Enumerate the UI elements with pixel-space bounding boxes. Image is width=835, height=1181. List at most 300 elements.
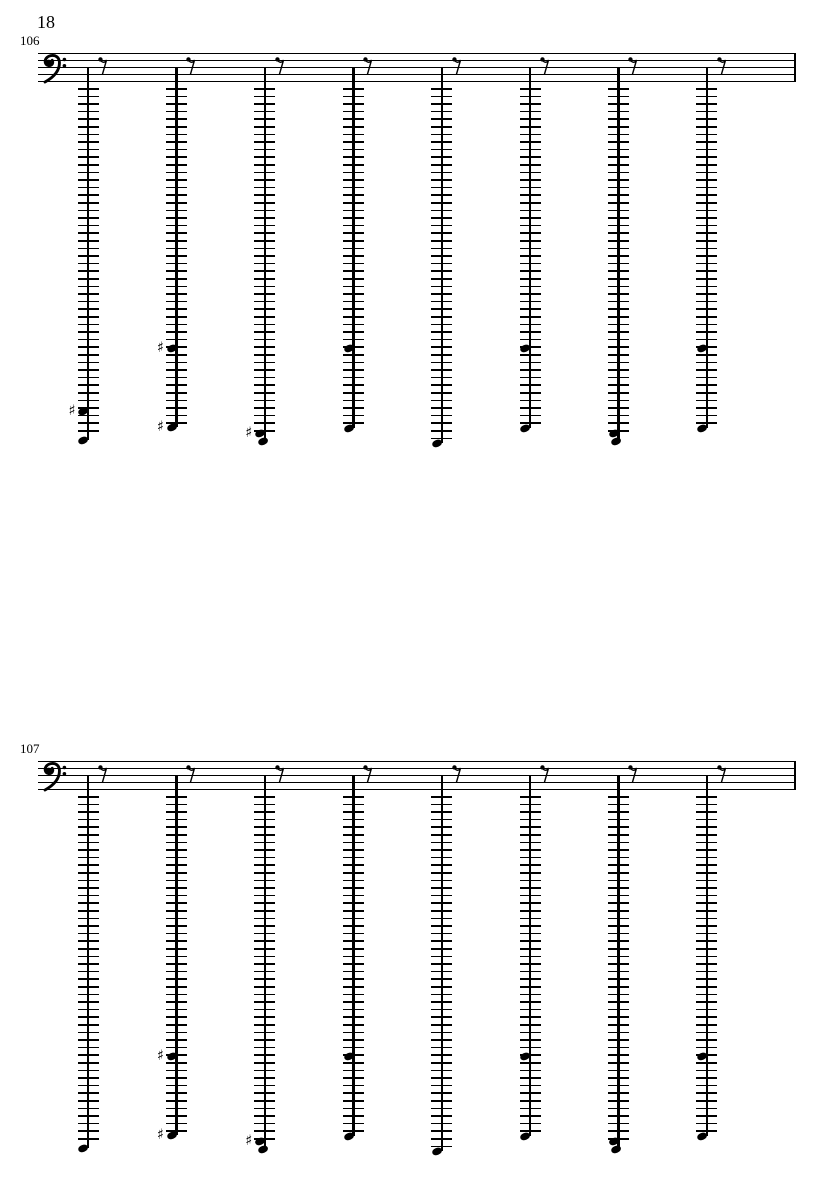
- ledger-line: [166, 1009, 187, 1011]
- ledger-line: [696, 377, 717, 379]
- ledger-line: [166, 308, 187, 310]
- ledger-line: [431, 172, 452, 174]
- ledger-line: [520, 1016, 541, 1018]
- eighth-rest-icon: [186, 763, 196, 784]
- sharp-accidental: ♯: [156, 1048, 164, 1064]
- ledger-line: [431, 1054, 452, 1056]
- ledger-line: [343, 134, 364, 136]
- ledger-line: [343, 1062, 364, 1064]
- ledger-line: [166, 407, 187, 409]
- ledger-line: [78, 88, 99, 90]
- eighth-rest-icon: [98, 55, 108, 76]
- ledger-line: [78, 986, 99, 988]
- ledger-line: [254, 963, 275, 965]
- ledger-line: [520, 422, 541, 424]
- ledger-line: [431, 872, 452, 874]
- note-head: [431, 1146, 442, 1156]
- ledger-line: [254, 1115, 275, 1117]
- ledger-line: [78, 1047, 99, 1049]
- ledger-line: [520, 1115, 541, 1117]
- ledger-line: [78, 217, 99, 219]
- ledger-line: [254, 1062, 275, 1064]
- ledger-line: [78, 1123, 99, 1125]
- ledger-line: [431, 339, 452, 341]
- ledger-line: [343, 179, 364, 181]
- ledger-line: [608, 384, 629, 386]
- ledger-line: [608, 925, 629, 927]
- ledger-line: [520, 278, 541, 280]
- ledger-line: [254, 1085, 275, 1087]
- ledger-line: [520, 126, 541, 128]
- ledger-line: [78, 362, 99, 364]
- ledger-line: [608, 986, 629, 988]
- ledger-line: [608, 308, 629, 310]
- ledger-line: [166, 986, 187, 988]
- ledger-line: [431, 971, 452, 973]
- ledger-line: [78, 811, 99, 813]
- ledger-line: [78, 141, 99, 143]
- ledger-line: [608, 895, 629, 897]
- sharp-accidental: ♯: [245, 425, 253, 441]
- ledger-line: [520, 804, 541, 806]
- ledger-line: [166, 1123, 187, 1125]
- ledger-line: [166, 887, 187, 889]
- ledger-line: [608, 819, 629, 821]
- ledger-line: [166, 849, 187, 851]
- ledger-line: [166, 819, 187, 821]
- ledger-line: [520, 384, 541, 386]
- ledger-line: [343, 415, 364, 417]
- ledger-line: [78, 1039, 99, 1041]
- ledger-line: [78, 933, 99, 935]
- ledger-line: [608, 826, 629, 828]
- ledger-line: [696, 1100, 717, 1102]
- ledger-line: [696, 864, 717, 866]
- ledger-line: [431, 804, 452, 806]
- ledger-line: [431, 422, 452, 424]
- ledger-line: [78, 248, 99, 250]
- ledger-line: [343, 293, 364, 295]
- ledger-line: [254, 118, 275, 120]
- ledger-line: [343, 933, 364, 935]
- ledger-line: [431, 316, 452, 318]
- ledger-line: [78, 324, 99, 326]
- ledger-line: [431, 187, 452, 189]
- ledger-line: [78, 819, 99, 821]
- ledger-line: [166, 232, 187, 234]
- ledger-line: [78, 1115, 99, 1117]
- ledger-line: [520, 811, 541, 813]
- ledger-line: [254, 225, 275, 227]
- ledger-line: [166, 278, 187, 280]
- ledger-line: [343, 872, 364, 874]
- ledger-line: [166, 918, 187, 920]
- ledger-line: [343, 880, 364, 882]
- barline: [794, 53, 796, 82]
- ledger-line: [254, 842, 275, 844]
- ledger-line: [78, 430, 99, 432]
- ledger-line: [520, 1024, 541, 1026]
- ledger-line: [696, 415, 717, 417]
- ledger-line: [166, 126, 187, 128]
- ledger-line: [608, 187, 629, 189]
- ledger-line: [166, 248, 187, 250]
- ledger-line: [431, 248, 452, 250]
- eighth-rest-icon: [628, 763, 638, 784]
- ledger-line: [78, 978, 99, 980]
- ledger-line: [608, 910, 629, 912]
- ledger-line: [166, 301, 187, 303]
- ledger-line: [431, 438, 452, 440]
- ledger-line: [343, 384, 364, 386]
- ledger-line: [78, 240, 99, 242]
- ledger-line: [343, 156, 364, 158]
- ledger-line: [520, 354, 541, 356]
- ledger-line: [431, 141, 452, 143]
- ledger-line: [78, 308, 99, 310]
- ledger-line: [166, 1077, 187, 1079]
- ledger-line: [254, 164, 275, 166]
- ledger-line: [608, 918, 629, 920]
- ledger-line: [166, 210, 187, 212]
- ledger-line: [608, 887, 629, 889]
- ledger-line: [431, 842, 452, 844]
- ledger-line: [696, 255, 717, 257]
- ledger-line: [520, 819, 541, 821]
- ledger-line: [696, 384, 717, 386]
- note-head: [257, 436, 268, 446]
- ledger-line: [608, 156, 629, 158]
- ledger-line: [431, 948, 452, 950]
- ledger-line: [696, 293, 717, 295]
- ledger-line: [696, 400, 717, 402]
- ledger-line: [343, 118, 364, 120]
- ledger-line: [696, 202, 717, 204]
- ledger-line: [431, 994, 452, 996]
- ledger-line: [254, 1092, 275, 1094]
- ledger-line: [343, 339, 364, 341]
- ledger-line: [343, 369, 364, 371]
- ledger-line: [343, 1001, 364, 1003]
- ledger-line: [254, 1009, 275, 1011]
- ledger-line: [343, 1039, 364, 1041]
- ledger-line: [166, 933, 187, 935]
- ledger-line: [166, 384, 187, 386]
- ledger-line: [254, 263, 275, 265]
- ledger-line: [608, 210, 629, 212]
- ledger-line: [696, 301, 717, 303]
- ledger-line: [608, 1092, 629, 1094]
- ledger-line: [343, 225, 364, 227]
- ledger-line: [78, 149, 99, 151]
- ledger-line: [343, 270, 364, 272]
- ledger-line: [696, 880, 717, 882]
- ledger-line: [696, 88, 717, 90]
- ledger-line: [166, 811, 187, 813]
- ledger-line: [696, 156, 717, 158]
- ledger-line: [608, 940, 629, 942]
- ledger-line: [608, 88, 629, 90]
- ledger-line: [431, 149, 452, 151]
- ledger-line: [166, 1070, 187, 1072]
- ledger-line: [166, 963, 187, 965]
- ledger-line: [520, 925, 541, 927]
- eighth-rest-icon: [628, 55, 638, 76]
- ledger-line: [343, 902, 364, 904]
- note-head: [610, 436, 621, 446]
- ledger-line: [254, 384, 275, 386]
- ledger-line: [520, 96, 541, 98]
- ledger-line: [520, 963, 541, 965]
- ledger-line: [78, 96, 99, 98]
- ledger-line: [431, 1146, 452, 1148]
- ledger-line: [166, 96, 187, 98]
- ledger-line: [608, 1085, 629, 1087]
- ledger-line: [254, 240, 275, 242]
- ledger-line: [166, 1092, 187, 1094]
- measure-number: 107: [20, 741, 40, 756]
- ledger-line: [520, 293, 541, 295]
- ledger-line: [520, 202, 541, 204]
- ledger-line: [608, 270, 629, 272]
- ledger-line: [696, 354, 717, 356]
- ledger-line: [254, 1123, 275, 1125]
- ledger-line: [431, 956, 452, 958]
- ledger-line: [78, 172, 99, 174]
- staff-line: [38, 60, 795, 61]
- ledger-line: [166, 1108, 187, 1110]
- ledger-line: [520, 164, 541, 166]
- ledger-line: [166, 1115, 187, 1117]
- ledger-line: [696, 225, 717, 227]
- ledger-line: [431, 232, 452, 234]
- ledger-line: [166, 202, 187, 204]
- ledger-line: [254, 804, 275, 806]
- ledger-line: [166, 354, 187, 356]
- ledger-line: [343, 255, 364, 257]
- ledger-line: [608, 956, 629, 958]
- ledger-line: [254, 1016, 275, 1018]
- ledger-line: [166, 400, 187, 402]
- ledger-line: [431, 415, 452, 417]
- ledger-line: [343, 324, 364, 326]
- ledger-line: [608, 248, 629, 250]
- ledger-line: [343, 1100, 364, 1102]
- ledger-line: [608, 202, 629, 204]
- ledger-line: [166, 286, 187, 288]
- ledger-line: [254, 864, 275, 866]
- ledger-line: [254, 179, 275, 181]
- ledger-line: [520, 270, 541, 272]
- ledger-line: [343, 301, 364, 303]
- ledger-line: [431, 918, 452, 920]
- ledger-line: [78, 422, 99, 424]
- ledger-line: [166, 88, 187, 90]
- ledger-line: [431, 225, 452, 227]
- ledger-line: [78, 872, 99, 874]
- ledger-line: [343, 826, 364, 828]
- ledger-line: [166, 164, 187, 166]
- ledger-line: [431, 362, 452, 364]
- ledger-line: [520, 1032, 541, 1034]
- ledger-line: [696, 1077, 717, 1079]
- ledger-line: [431, 857, 452, 859]
- ledger-line: [343, 804, 364, 806]
- ledger-line: [696, 308, 717, 310]
- ledger-line: [696, 948, 717, 950]
- ledger-line: [78, 331, 99, 333]
- ledger-line: [166, 1039, 187, 1041]
- ledger-line: [166, 187, 187, 189]
- ledger-line: [696, 834, 717, 836]
- ledger-line: [166, 377, 187, 379]
- ledger-line: [78, 1024, 99, 1026]
- ledger-line: [166, 872, 187, 874]
- ledger-line: [78, 103, 99, 105]
- ledger-line: [696, 324, 717, 326]
- ledger-line: [78, 1016, 99, 1018]
- ledger-line: [431, 270, 452, 272]
- sharp-accidental: ♯: [68, 403, 76, 419]
- ledger-line: [696, 872, 717, 874]
- ledger-line: [696, 369, 717, 371]
- ledger-line: [431, 1001, 452, 1003]
- ledger-line: [254, 339, 275, 341]
- ledger-line: [343, 986, 364, 988]
- ledger-line: [431, 111, 452, 113]
- ledger-line: [520, 308, 541, 310]
- ledger-line: [254, 407, 275, 409]
- ledger-line: [78, 187, 99, 189]
- ledger-line: [520, 210, 541, 212]
- eighth-rest-icon: [452, 763, 462, 784]
- ledger-line: [254, 400, 275, 402]
- ledger-line: [78, 925, 99, 927]
- ledger-line: [520, 1062, 541, 1064]
- ledger-line: [254, 933, 275, 935]
- ledger-line: [431, 1130, 452, 1132]
- ledger-line: [520, 149, 541, 151]
- ledger-line: [343, 88, 364, 90]
- ledger-line: [343, 377, 364, 379]
- ledger-line: [696, 933, 717, 935]
- ledger-line: [520, 316, 541, 318]
- ledger-line: [608, 263, 629, 265]
- ledger-line: [343, 164, 364, 166]
- ledger-line: [254, 377, 275, 379]
- ledger-line: [696, 362, 717, 364]
- ledger-line: [696, 1062, 717, 1064]
- ledger-line: [431, 179, 452, 181]
- ledger-line: [254, 422, 275, 424]
- ledger-line: [166, 156, 187, 158]
- ledger-line: [343, 141, 364, 143]
- ledger-line: [696, 111, 717, 113]
- ledger-line: [608, 232, 629, 234]
- ledger-line: [254, 270, 275, 272]
- ledger-line: [254, 956, 275, 958]
- ledger-line: [166, 902, 187, 904]
- ledger-line: [431, 826, 452, 828]
- ledger-line: [520, 940, 541, 942]
- ledger-line: [166, 1024, 187, 1026]
- ledger-line: [696, 339, 717, 341]
- eighth-rest-icon: [275, 763, 285, 784]
- ledger-line: [431, 1108, 452, 1110]
- ledger-line: [343, 217, 364, 219]
- ledger-line: [696, 1070, 717, 1072]
- ledger-line: [343, 918, 364, 920]
- ledger-line: [78, 126, 99, 128]
- ledger-line: [608, 880, 629, 882]
- ledger-line: [431, 925, 452, 927]
- ledger-line: [166, 217, 187, 219]
- ledger-line: [166, 948, 187, 950]
- ledger-line: [608, 857, 629, 859]
- ledger-line: [78, 377, 99, 379]
- ledger-line: [520, 255, 541, 257]
- ledger-line: [696, 1092, 717, 1094]
- ledger-line: [166, 392, 187, 394]
- ledger-line: [696, 240, 717, 242]
- ledger-line: [520, 225, 541, 227]
- ledger-line: [520, 872, 541, 874]
- sharp-accidental: ♯: [156, 1127, 164, 1143]
- ledger-line: [696, 422, 717, 424]
- ledger-line: [520, 362, 541, 364]
- ledger-line: [520, 1085, 541, 1087]
- ledger-line: [78, 948, 99, 950]
- ledger-line: [608, 346, 629, 348]
- ledger-line: [696, 963, 717, 965]
- ledger-line: [254, 819, 275, 821]
- ledger-line: [696, 1123, 717, 1125]
- ledger-line: [696, 1085, 717, 1087]
- eighth-rest-icon: [363, 763, 373, 784]
- measure-number: 106: [20, 33, 40, 48]
- ledger-line: [78, 354, 99, 356]
- ledger-line: [343, 1130, 364, 1132]
- ledger-line: [254, 940, 275, 942]
- ledger-line: [254, 293, 275, 295]
- ledger-line: [78, 156, 99, 158]
- ledger-line: [520, 88, 541, 90]
- ledger-line: [431, 308, 452, 310]
- ledger-line: [343, 971, 364, 973]
- ledger-line: [608, 331, 629, 333]
- ledger-line: [431, 1016, 452, 1018]
- ledger-line: [696, 1039, 717, 1041]
- ledger-line: [431, 384, 452, 386]
- ledger-line: [696, 316, 717, 318]
- ledger-line: [696, 248, 717, 250]
- ledger-line: [343, 796, 364, 798]
- ledger-line: [696, 925, 717, 927]
- ledger-line: [431, 324, 452, 326]
- eighth-rest-icon: [275, 55, 285, 76]
- ledger-line: [431, 354, 452, 356]
- eighth-rest-icon: [363, 55, 373, 76]
- ledger-line: [78, 1001, 99, 1003]
- ledger-line: [520, 179, 541, 181]
- ledger-line: [254, 415, 275, 417]
- bass-clef-icon: [41, 51, 68, 86]
- ledger-line: [431, 377, 452, 379]
- ledger-line: [254, 971, 275, 973]
- ledger-line: [254, 918, 275, 920]
- ledger-line: [166, 925, 187, 927]
- ledger-line: [166, 172, 187, 174]
